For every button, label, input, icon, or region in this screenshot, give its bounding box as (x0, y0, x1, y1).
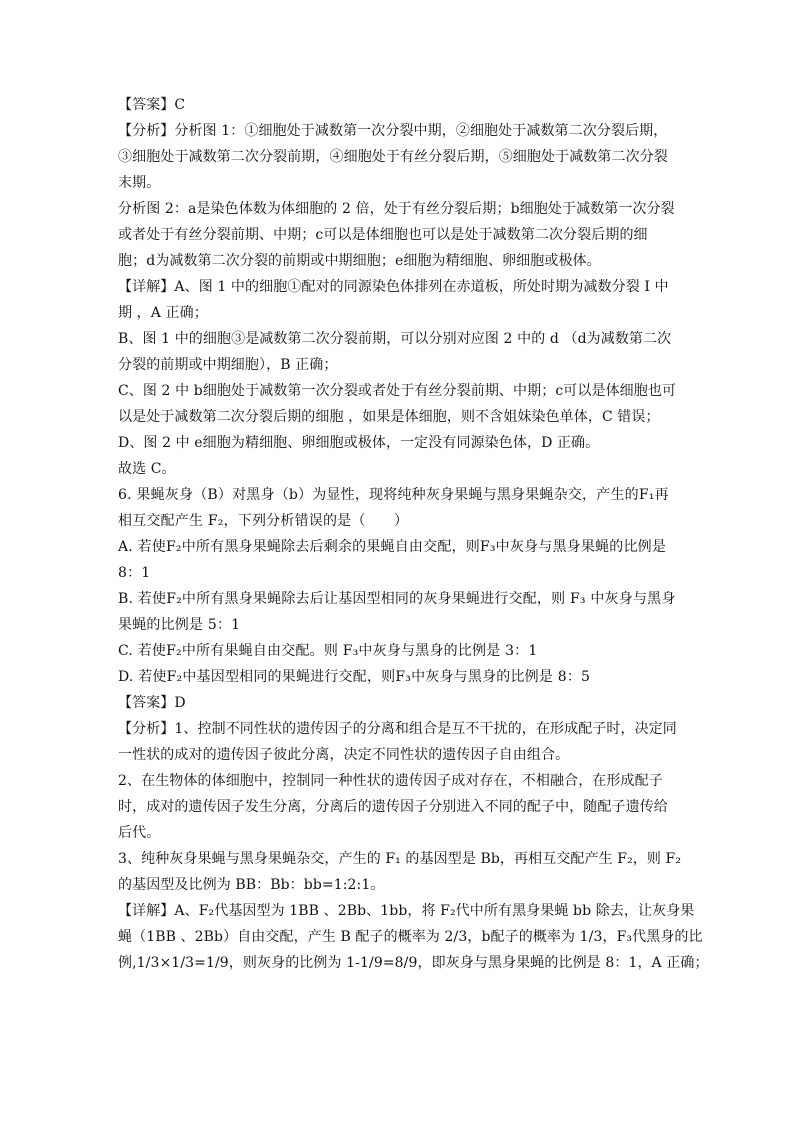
answer-label: 【答案】D (118, 695, 186, 711)
analysis-line: 时，成对的遗传因子发生分离，分离后的遗传因子分别进入不同的配子中，随配子遗传给 (118, 799, 668, 815)
analysis-line: 2、在生物体的体细胞中，控制同一种性状的遗传因子成对存在，不相融合，在形成配子 (118, 773, 663, 789)
conclusion-line: 故选 C。 (118, 461, 176, 477)
explanation-line: 蝇（1BB 、2Bb）自由交配，产生 B 配子的概率为 2/3，b配子的概率为 1/3，F₃代黑身的比 (118, 929, 703, 945)
explanation-line: 以是处于减数第二次分裂后期的细胞 ，如果是体细胞，则不含姐妹染色单体，C 错误； (118, 409, 660, 425)
analysis-line: 末期。 (118, 175, 161, 191)
analysis-line: 3、纯种灰身果蝇与黑身果蝇杂交，产生的 F₁ 的基因型是 Bb，再相互交配产生 F₂，则 F₂ (118, 851, 682, 867)
document-body (118, 92, 709, 976)
analysis-line: 【分析】分析图 1：①细胞处于减数第一次分裂中期，②细胞处于减数第二次分裂后期， (118, 123, 668, 139)
answer-label: 【答案】C (118, 97, 186, 113)
explanation-line: 【详解】A、F₂代基因型为 1BB 、2Bb、1bb，将 F₂代中所有黑身果蝇 bb 除去，让灰身果 (118, 903, 695, 919)
explanation-line: C、图 2 中 b细胞处于减数第一次分裂或者处于有丝分裂前期、中期；c可以是体细胞也可 (118, 383, 677, 399)
explanation-line: 分裂的前期或中期细胞），B 正确； (118, 357, 338, 373)
analysis-line: 后代。 (118, 825, 161, 841)
analysis-line: 的基因型及比例为 BB：Bb：bb=1:2:1。 (118, 877, 385, 893)
analysis-line: 或者处于有丝分裂前期、中期；c可以是体细胞也可以是处于减数第二次分裂后期的细 (118, 227, 648, 243)
option-b: 果蝇的比例是 5：1 (118, 617, 241, 633)
analysis-line: 胞；d为减数第二次分裂的前期或中期细胞；e细胞为精细胞、卵细胞或极体。 (118, 253, 601, 269)
question-stem: 6. 果蝇灰身（B）对黑身（b）为显性，现将纯种灰身果蝇与黑身果蝇杂交，产生的F₁再 (118, 487, 669, 503)
analysis-line: 一性状的成对的遗传因子彼此分离，决定不同性状的遗传因子自由组合。 (118, 747, 570, 763)
analysis-line: 分析图 2：a是染色体数为体细胞的 2 倍，处于有丝分裂后期；b细胞处于减数第一次分裂 (118, 201, 675, 217)
explanation-line: 期 ，A 正确； (118, 305, 208, 321)
option-a: 8：1 (118, 565, 151, 581)
option-a: A. 若使F₂中所有黑身果蝇除去后剩余的果蝇自由交配，则F₃中灰身与黑身果蝇的比例是 (118, 539, 667, 555)
analysis-line: 【分析】1、控制不同性状的遗传因子的分离和组合是互不干扰的，在形成配子时，决定同 (118, 721, 677, 737)
option-c: C. 若使F₂中所有果蝇自由交配。则 F₃中灰身与黑身的比例是 3：1 (118, 643, 538, 659)
option-d: D. 若使F₂中基因型相同的果蝇进行交配，则F₃中灰身与黑身的比例是 8：5 (118, 669, 591, 685)
option-b: B. 若使F₂中所有黑身果蝇除去后让基因型相同的灰身果蝇进行交配，则 F₃ 中灰身与黑身 (118, 591, 676, 607)
analysis-line: ③细胞处于减数第二次分裂前期，④细胞处于有丝分裂后期，⑤细胞处于减数第二次分裂 (118, 149, 668, 165)
explanation-line: 例,1/3×1/3=1/9，则灰身的比例为 1-1/9=8/9，即灰身与黑身果蝇的比例是 8：1，A 正确； (118, 955, 709, 971)
explanation-line: D、图 2 中 e细胞为精细胞、卵细胞或极体，一定没有同源染色体，D 正确。 (118, 435, 600, 451)
question-stem: 相互交配产生 F₂，下列分析错误的是（ ） (118, 513, 409, 529)
explanation-line: 【详解】A、图 1 中的细胞①配对的同源染色体排列在赤道板，所处时期为减数分裂 I 中 (118, 279, 669, 295)
explanation-line: B、图 1 中的细胞③是减数第二次分裂前期，可以分别对应图 2 中的 d （d为减数第二次 (118, 331, 672, 347)
